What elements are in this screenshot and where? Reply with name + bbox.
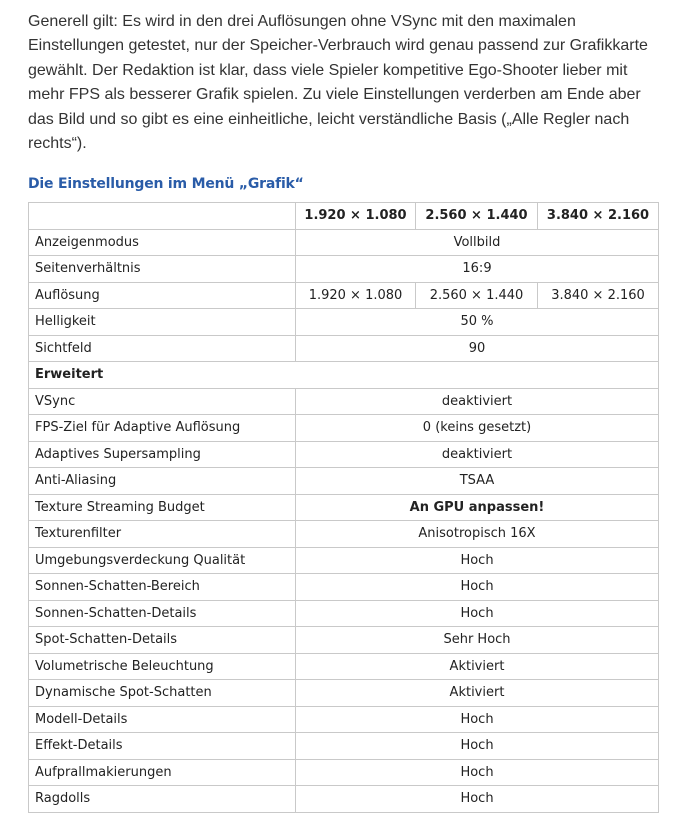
setting-value: Hoch	[296, 706, 659, 733]
setting-label: Aufprallmakierungen	[29, 759, 296, 786]
header-resolution-1080: 1.920 × 1.080	[296, 203, 416, 230]
resolution-value-2160: 3.840 × 2.160	[538, 282, 659, 309]
table-row	[29, 282, 659, 309]
setting-value: 50 %	[296, 309, 659, 336]
setting-label: Auflösung	[29, 282, 296, 309]
setting-label: Anzeigenmodus	[29, 229, 296, 256]
table-header-row	[29, 203, 659, 230]
setting-value: deaktiviert	[296, 441, 659, 468]
setting-value: Vollbild	[296, 229, 659, 256]
header-resolution-2160: 3.840 × 2.160	[538, 203, 659, 230]
setting-label: Helligkeit	[29, 309, 296, 336]
intro-paragraph: Generell gilt: Es wird in den drei Auflösungen ohne VSync mit den maximalen Einstellungen getestet, nur der Speicher-Verbrauch wird genau passend zur Grafikkarte gewählt. Der Redaktion ist klar, dass viele Spieler kompetitive Ego-Shooter lieber mit mehr FPS als besserer Grafik spielen. Zu viele Einstellungen verderben am Ende aber das Bild und so gibt es eine einheitliche, leicht verständliche Basis („Alle Regler nach rechts“).	[28, 13, 648, 153]
setting-label: Texture Streaming Budget	[29, 494, 296, 521]
setting-label: Ragdolls	[29, 786, 296, 813]
setting-value: Anisotropisch 16X	[296, 521, 659, 548]
setting-label: VSync	[29, 388, 296, 415]
setting-label: Umgebungsverdeckung Qualität	[29, 547, 296, 574]
section-row-advanced	[29, 362, 659, 389]
table-row	[29, 706, 659, 733]
setting-value: 16:9	[296, 256, 659, 283]
table-row	[29, 415, 659, 442]
table-row	[29, 759, 659, 786]
table-row	[29, 256, 659, 283]
setting-label: Sonnen-Schatten-Bereich	[29, 574, 296, 601]
setting-label: Adaptives Supersampling	[29, 441, 296, 468]
table-row	[29, 468, 659, 495]
setting-value: Hoch	[296, 600, 659, 627]
setting-value: deaktiviert	[296, 388, 659, 415]
table-row	[29, 786, 659, 813]
setting-label: Texturenfilter	[29, 521, 296, 548]
setting-value-emphasized: An GPU anpassen!	[296, 494, 659, 521]
setting-label: Sichtfeld	[29, 335, 296, 362]
setting-label: Effekt-Details	[29, 733, 296, 760]
table-row	[29, 521, 659, 548]
setting-value: Hoch	[296, 547, 659, 574]
setting-value: TSAA	[296, 468, 659, 495]
header-empty-cell	[29, 203, 296, 230]
table-row	[29, 680, 659, 707]
setting-label: Dynamische Spot-Schatten	[29, 680, 296, 707]
table-row	[29, 653, 659, 680]
setting-label: Modell-Details	[29, 706, 296, 733]
setting-label: Seitenverhältnis	[29, 256, 296, 283]
table-row	[29, 600, 659, 627]
graphics-settings-table	[28, 202, 659, 813]
header-resolution-1440: 2.560 × 1.440	[416, 203, 538, 230]
setting-value: 0 (keins gesetzt)	[296, 415, 659, 442]
table-row	[29, 494, 659, 521]
setting-value: 90	[296, 335, 659, 362]
section-heading-advanced: Erweitert	[29, 362, 659, 389]
setting-label: Spot-Schatten-Details	[29, 627, 296, 654]
setting-value: Hoch	[296, 759, 659, 786]
table-row	[29, 733, 659, 760]
setting-label: Anti-Aliasing	[29, 468, 296, 495]
setting-value: Sehr Hoch	[296, 627, 659, 654]
setting-label: Sonnen-Schatten-Details	[29, 600, 296, 627]
table-row	[29, 574, 659, 601]
setting-value: Aktiviert	[296, 653, 659, 680]
setting-value: Hoch	[296, 786, 659, 813]
table-caption: Die Einstellungen im Menü „Grafik“	[28, 176, 304, 192]
resolution-value-1080: 1.920 × 1.080	[296, 282, 416, 309]
setting-value: Hoch	[296, 574, 659, 601]
setting-label: Volumetrische Beleuchtung	[29, 653, 296, 680]
setting-value: Hoch	[296, 733, 659, 760]
table-row	[29, 441, 659, 468]
table-row	[29, 229, 659, 256]
table-row	[29, 335, 659, 362]
setting-label: FPS-Ziel für Adaptive Auflösung	[29, 415, 296, 442]
table-row	[29, 627, 659, 654]
table-row	[29, 309, 659, 336]
table-row	[29, 547, 659, 574]
table-row	[29, 388, 659, 415]
setting-value: Aktiviert	[296, 680, 659, 707]
resolution-value-1440: 2.560 × 1.440	[416, 282, 538, 309]
